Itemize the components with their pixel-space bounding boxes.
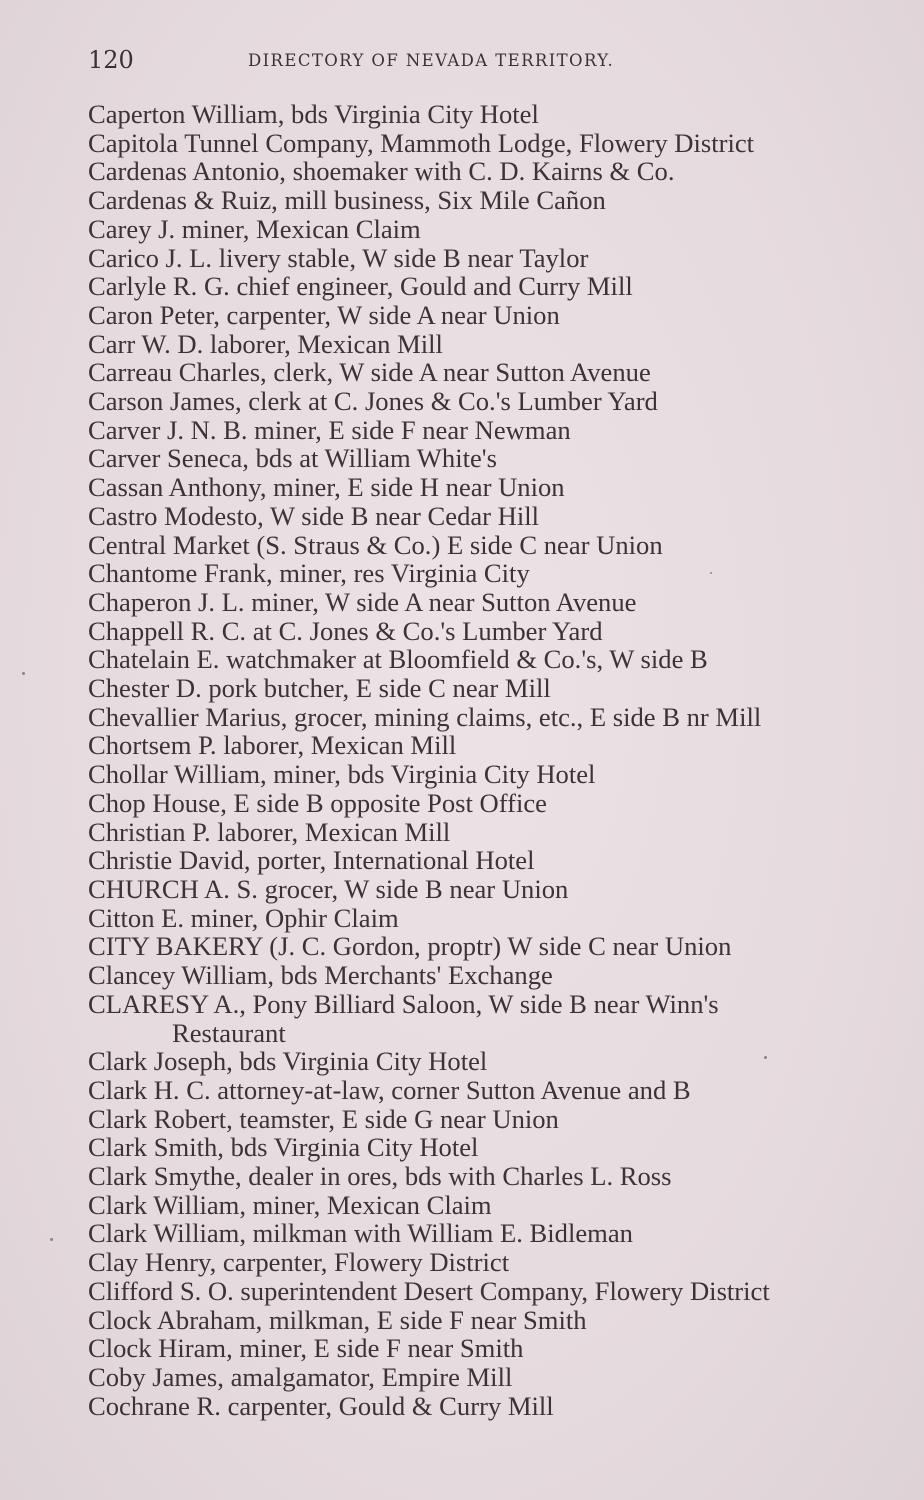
directory-entry: Castro Modesto, W side B near Cedar Hill [88,500,540,531]
directory-entry: Carreau Charles, clerk, W side A near Sutton Avenue [88,357,651,388]
directory-entry: Chatelain E. watchmaker at Bloomfield & Co.'s, W side B [88,644,708,675]
directory-entry: Clark William, miner, Mexican Claim [88,1189,492,1220]
directory-entry: Carson James, clerk at C. Jones & Co.'s Lumber Yard [88,386,658,417]
directory-entry: Central Market (S. Straus & Co.) E side C near Union [88,529,663,560]
directory-entry: Clock Abraham, milkman, E side F near Smith [88,1304,587,1335]
directory-entry: Chollar William, miner, bds Virginia City Hotel [88,759,596,790]
directory-entry: Clark Joseph, bds Virginia City Hotel [88,1046,488,1077]
directory-entry: Chester D. pork butcher, E side C near Mill [88,673,551,704]
paper-speck [764,1056,767,1059]
directory-entry: Chop House, E side B opposite Post Office [88,787,547,818]
page-header [88,44,698,76]
directory-entry: Caperton William, bds Virginia City Hotel [88,99,539,129]
directory-entry: Clark William, milkman with William E. Bidleman [88,1218,633,1249]
directory-entry: Chantome Frank, miner, res Virginia City [88,558,530,589]
directory-entry: Clay Henry, carpenter, Flowery District [88,1247,510,1278]
directory-entry: Christian P. laborer, Mexican Mill [88,816,451,847]
paper-speck [710,572,712,574]
directory-entry: Carr W. D. laborer, Mexican Mill [88,328,443,359]
directory-entry: Clancey William, bds Merchants' Exchange [88,960,553,991]
directory-entry: Chappell R. C. at C. Jones & Co.'s Lumber Yard [88,615,603,646]
directory-entry: Carlyle R. G. chief engineer, Gould and Curry Mill [88,271,633,302]
directory-entry: Clock Hiram, miner, E side F near Smith [88,1333,524,1364]
directory-entry: Clifford S. O. superintendent Desert Company, Flowery District [88,1275,770,1306]
directory-entry: CLARESY A., Pony Billiard Saloon, W side B near Winn's [88,988,719,1019]
directory-entry: Citton E. miner, Ophir Claim [88,902,399,933]
directory-entries [88,100,878,1420]
directory-entry: Carver J. N. B. miner, E side F near Newman [88,414,571,445]
directory-entry: Cassan Anthony, miner, E side H near Union [88,472,565,503]
directory-entry: Caron Peter, carpenter, W side A near Union [88,299,560,330]
directory-entry: Clark Robert, teamster, E side G near Union [88,1103,559,1134]
page-number: 120 [88,46,134,74]
paper-speck [50,1238,53,1241]
directory-entry: CHURCH A. S. grocer, W side B near Union [88,873,569,904]
directory-entry: Chevallier Marius, grocer, mining claims, etc., E side B nr Mill [88,701,762,732]
directory-entry: Carico J. L. livery stable, W side B near Taylor [88,242,589,273]
directory-entry: Clark H. C. attorney-at-law, corner Sutton Avenue and B [88,1074,691,1105]
directory-entry: Clark Smythe, dealer in ores, bds with Charles L. Ross [88,1161,672,1192]
directory-entry-continuation: Restaurant [172,1017,286,1048]
running-head: DIRECTORY OF NEVADA TERRITORY. [248,51,615,70]
paper-speck [22,672,25,675]
directory-entry: Coby James, amalgamator, Empire Mill [88,1361,513,1392]
directory-entry: Chortsem P. laborer, Mexican Mill [88,730,457,761]
directory-entry: Chaperon J. L. miner, W side A near Sutton Avenue [88,586,637,617]
directory-entry: Carver Seneca, bds at William White's [88,443,497,474]
directory-entry: Christie David, porter, International Hotel [88,845,535,876]
directory-entry: Cardenas Antonio, shoemaker with C. D. Kairns & Co. [88,156,675,187]
directory-entry: Clark Smith, bds Virginia City Hotel [88,1132,479,1163]
directory-entry: Carey J. miner, Mexican Claim [88,213,421,244]
directory-entry: CITY BAKERY (J. C. Gordon, proptr) W side C near Union [88,931,732,962]
directory-entry: Capitola Tunnel Company, Mammoth Lodge, Flowery District [88,127,755,158]
directory-entry: Cardenas & Ruiz, mill business, Six Mile Cañon [88,185,606,216]
directory-entry: Cochrane R. carpenter, Gould & Curry Mill [88,1390,554,1421]
